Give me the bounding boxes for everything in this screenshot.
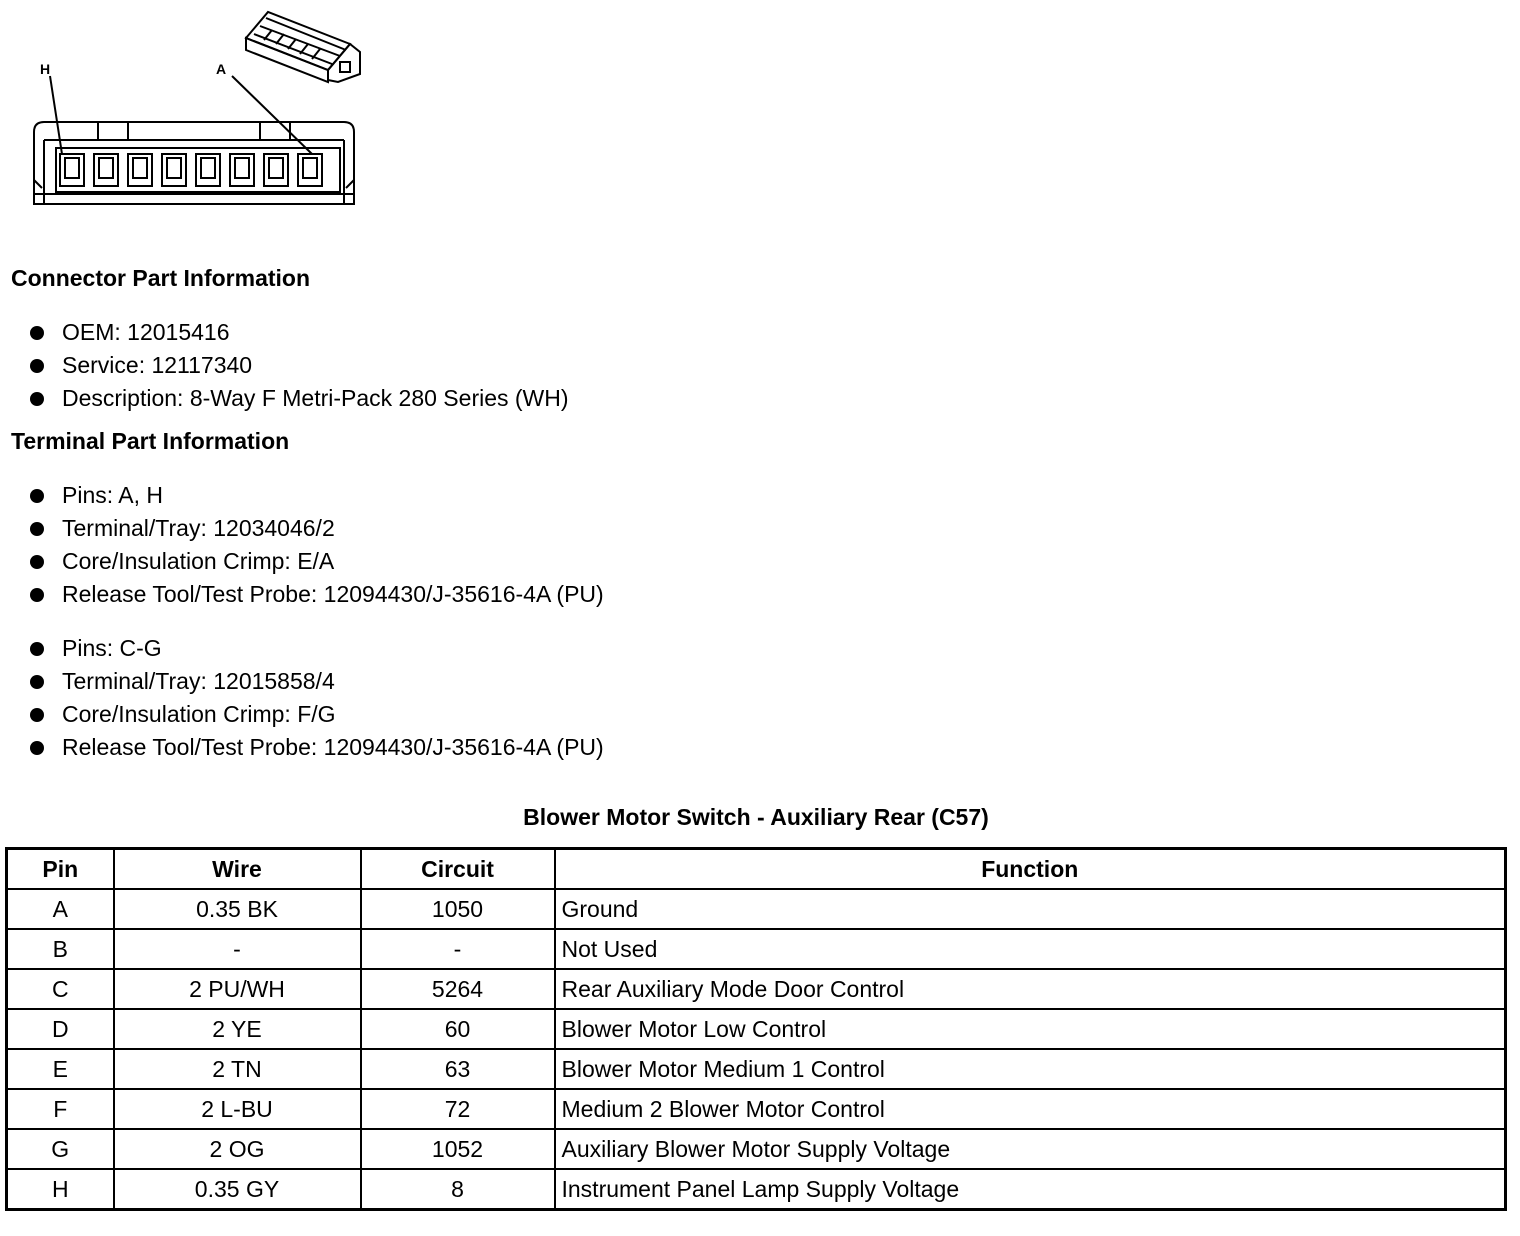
- bullet-icon: [30, 741, 44, 755]
- list-item-text: Pins: C-G: [62, 635, 162, 661]
- pin-h-leader: [50, 76, 62, 154]
- list-item-text: Core/Insulation Crimp: E/A: [62, 548, 335, 574]
- circuit-cell: 5264: [361, 969, 555, 1009]
- bullet-icon: [30, 555, 44, 569]
- circuit-cell: 72: [361, 1089, 555, 1129]
- terminal-part-info-list-1: [26, 479, 604, 611]
- wire-cell: 2 OG: [114, 1129, 361, 1169]
- terminal-cavity: [230, 154, 254, 186]
- pin-cell: E: [7, 1049, 114, 1089]
- bullet-icon: [30, 522, 44, 536]
- list-item-text: Pins: A, H: [62, 482, 163, 508]
- list-item-text: Service: 12117340: [62, 352, 253, 378]
- function-cell: Rear Auxiliary Mode Door Control: [555, 969, 1506, 1009]
- function-cell: Ground: [555, 889, 1506, 929]
- bullet-icon: [30, 642, 44, 656]
- list-item: [26, 512, 604, 545]
- list-item: [26, 479, 604, 512]
- terminal-part-info-list-2: [26, 632, 604, 764]
- bullet-icon: [30, 588, 44, 602]
- table-row: [7, 1089, 1506, 1129]
- function-cell: Not Used: [555, 929, 1506, 969]
- bullet-icon: [30, 675, 44, 689]
- bullet-icon: [30, 392, 44, 406]
- list-item-text: OEM: 12015416: [62, 319, 230, 345]
- pin-cell: A: [7, 889, 114, 929]
- list-item: [26, 316, 569, 349]
- wire-cell: 0.35 BK: [114, 889, 361, 929]
- list-item: [26, 578, 604, 611]
- circuit-cell: 8: [361, 1169, 555, 1210]
- function-cell: Medium 2 Blower Motor Control: [555, 1089, 1506, 1129]
- terminal-part-info-heading: Terminal Part Information: [11, 428, 290, 454]
- bullet-icon: [30, 359, 44, 373]
- pin-cell: H: [7, 1169, 114, 1210]
- pin-cell: C: [7, 969, 114, 1009]
- table-header-row: [7, 849, 1506, 890]
- terminal-cavity: [60, 154, 84, 186]
- connector-part-info-list: [26, 316, 569, 415]
- list-item-text: Release Tool/Test Probe: 12094430/J-35616-4A (PU): [62, 581, 604, 607]
- pinout-table: [5, 847, 1507, 1211]
- table-row: [7, 1129, 1506, 1169]
- list-item-text: Terminal/Tray: 12015858/4: [62, 668, 335, 694]
- connector-part-info-heading: Connector Part Information: [11, 265, 311, 291]
- circuit-cell: 63: [361, 1049, 555, 1089]
- column-header-pin: Pin: [7, 849, 114, 890]
- list-item-text: Terminal/Tray: 12034046/2: [62, 515, 335, 541]
- bullet-icon: [30, 708, 44, 722]
- list-item-text: Core/Insulation Crimp: F/G: [62, 701, 336, 727]
- bullet-icon: [30, 326, 44, 340]
- wire-cell: 2 YE: [114, 1009, 361, 1049]
- pin-cell: F: [7, 1089, 114, 1129]
- circuit-cell: 1050: [361, 889, 555, 929]
- column-header-wire: Wire: [114, 849, 361, 890]
- list-item: [26, 665, 604, 698]
- table-title: Blower Motor Switch - Auxiliary Rear (C57): [523, 804, 989, 830]
- terminal-cavity: [94, 154, 118, 186]
- list-item: [26, 698, 604, 731]
- terminal-cavity: [264, 154, 288, 186]
- function-cell: Instrument Panel Lamp Supply Voltage: [555, 1169, 1506, 1210]
- wire-cell: 2 PU/WH: [114, 969, 361, 1009]
- table-row: [7, 1169, 1506, 1210]
- pin-h-label: H: [40, 61, 51, 77]
- list-item: [26, 349, 569, 382]
- table-row: [7, 1049, 1506, 1089]
- connector-isometric-view: [246, 12, 360, 82]
- pin-a-leader: [232, 76, 312, 154]
- terminal-cavity: [162, 154, 186, 186]
- function-cell: Blower Motor Medium 1 Control: [555, 1049, 1506, 1089]
- table-row: [7, 969, 1506, 1009]
- pin-cell: D: [7, 1009, 114, 1049]
- wire-cell: 0.35 GY: [114, 1169, 361, 1210]
- connector-face: [34, 122, 354, 204]
- list-item: [26, 382, 569, 415]
- table-row: [7, 889, 1506, 929]
- list-item-text: Description: 8-Way F Metri-Pack 280 Series (WH): [62, 385, 569, 411]
- column-header-circuit: Circuit: [361, 849, 555, 890]
- terminal-cavity: [128, 154, 152, 186]
- list-item: [26, 545, 604, 578]
- pin-a-label: A: [216, 61, 227, 77]
- function-cell: Auxiliary Blower Motor Supply Voltage: [555, 1129, 1506, 1169]
- list-item: [26, 632, 604, 665]
- connector-diagram: [28, 4, 368, 210]
- circuit-cell: 60: [361, 1009, 555, 1049]
- circuit-cell: 1052: [361, 1129, 555, 1169]
- list-item-text: Release Tool/Test Probe: 12094430/J-35616-4A (PU): [62, 734, 604, 760]
- list-item: [26, 731, 604, 764]
- pin-cell: G: [7, 1129, 114, 1169]
- function-cell: Blower Motor Low Control: [555, 1009, 1506, 1049]
- bullet-icon: [30, 489, 44, 503]
- wire-cell: 2 L-BU: [114, 1089, 361, 1129]
- terminal-cavity: [196, 154, 220, 186]
- terminal-cavity: [298, 154, 322, 186]
- pin-cell: B: [7, 929, 114, 969]
- column-header-function: Function: [555, 849, 1506, 890]
- wire-cell: 2 TN: [114, 1049, 361, 1089]
- wire-cell: -: [114, 929, 361, 969]
- table-row: [7, 1009, 1506, 1049]
- table-row: [7, 929, 1506, 969]
- circuit-cell: -: [361, 929, 555, 969]
